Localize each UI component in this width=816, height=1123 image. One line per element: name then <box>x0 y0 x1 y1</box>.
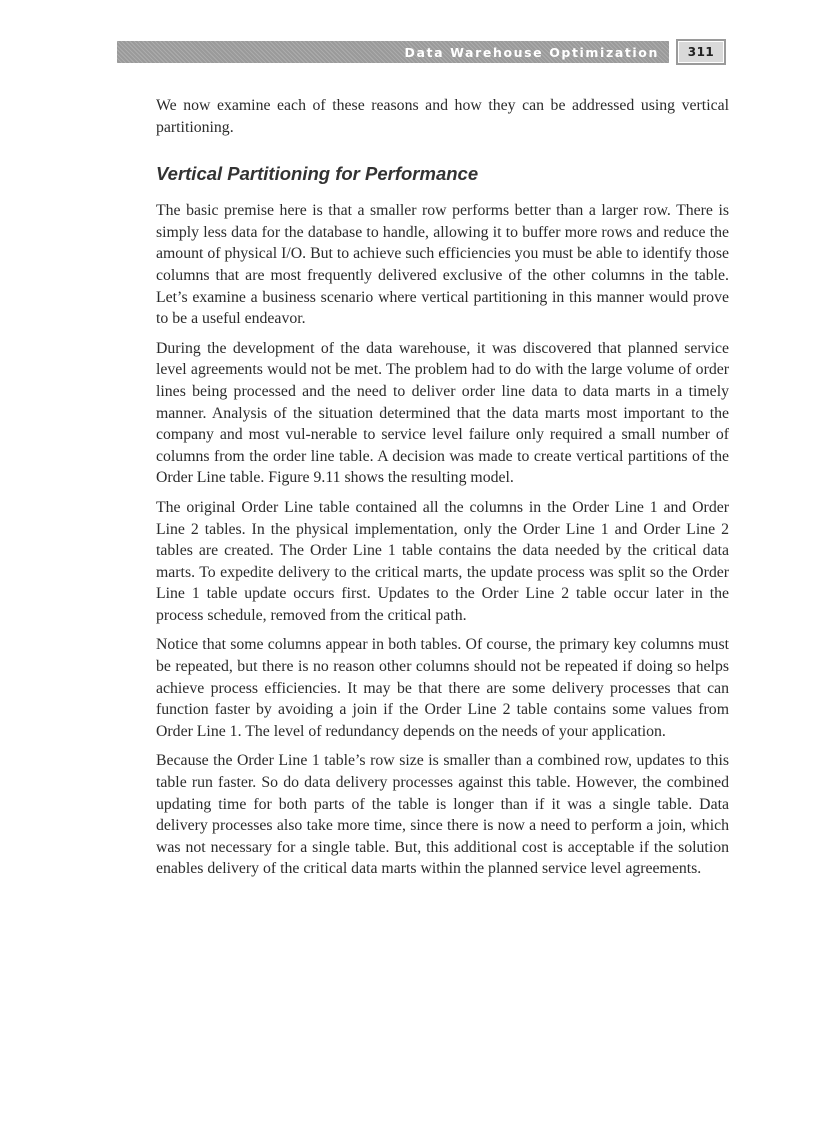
running-header-bar <box>117 41 669 63</box>
page-number: 311 <box>678 41 724 63</box>
section-heading: Vertical Partitioning for Performance <box>156 163 479 185</box>
intro-paragraph: We now examine each of these reasons and how they can be addressed using vertical partitioning. <box>156 97 729 136</box>
page-number-box <box>676 39 726 65</box>
page-body <box>156 95 729 888</box>
body-paragraph-2: During the development of the data warehouse, it was discovered that planned service level agreements would not be met. The problem had to do with the large volume of order lines being processed and the need to deliver order line data to data marts in a timely manner. Analysis of the situation determined that the data marts most important to the company and most vul-nerable to service level failure only required a small number of columns from the order line table. A decision was made to create vertical partitions of the Order Line table. Figure 9.11 shows the resulting model. <box>156 339 729 487</box>
body-paragraph-4: Notice that some columns appear in both tables. Of course, the primary key columns must be repeated, but there is no reason other columns should not be repeated if doing so helps achieve process efficiencies. It may be that there are some delivery processes that can function faster by avoiding a join if the Order Line 2 table contains some values from Order Line 1. The level of redundancy depends on the needs of your application. <box>156 636 729 740</box>
body-paragraph-3: The original Order Line table contained all the columns in the Order Line 1 and Order Line 2 tables. In the physical implementation, only the Order Line 1 and Order Line 2 tables are created. The Order Line 1 table contains the data needed by the critical data marts. To expedite delivery to the critical marts, the update process was split so the Order Line 1 table update occurs first. Updates to the Order Line 2 table occur later in the process schedule, removed from the critical path. <box>156 498 729 624</box>
body-paragraph-1: The basic premise here is that a smaller row performs better than a larger row. There is simply less data for the database to handle, allowing it to buffer more rows and reduce the amount of physical I/O. But to achieve such efficiencies you must be able to identify those columns that are most frequently delivered exclusive of the other columns in the table. Let’s examine a business scenario where vertical partitioning in this manner would prove to be a useful endeavor. <box>156 202 729 328</box>
body-paragraph-5: Because the Order Line 1 table’s row size is smaller than a combined row, updates to this table run faster. So do data delivery processes against this table. However, the combined updating time for both parts of the table is longer than if it was a single table. Data delivery processes also take more time, since there is now a need to perform a join, which was not necessary for a single table. But, this additional cost is acceptable if the solution enables delivery of the critical data marts within the planned service level agreements. <box>156 752 729 878</box>
running-title: Data Warehouse Optimization <box>404 44 659 60</box>
